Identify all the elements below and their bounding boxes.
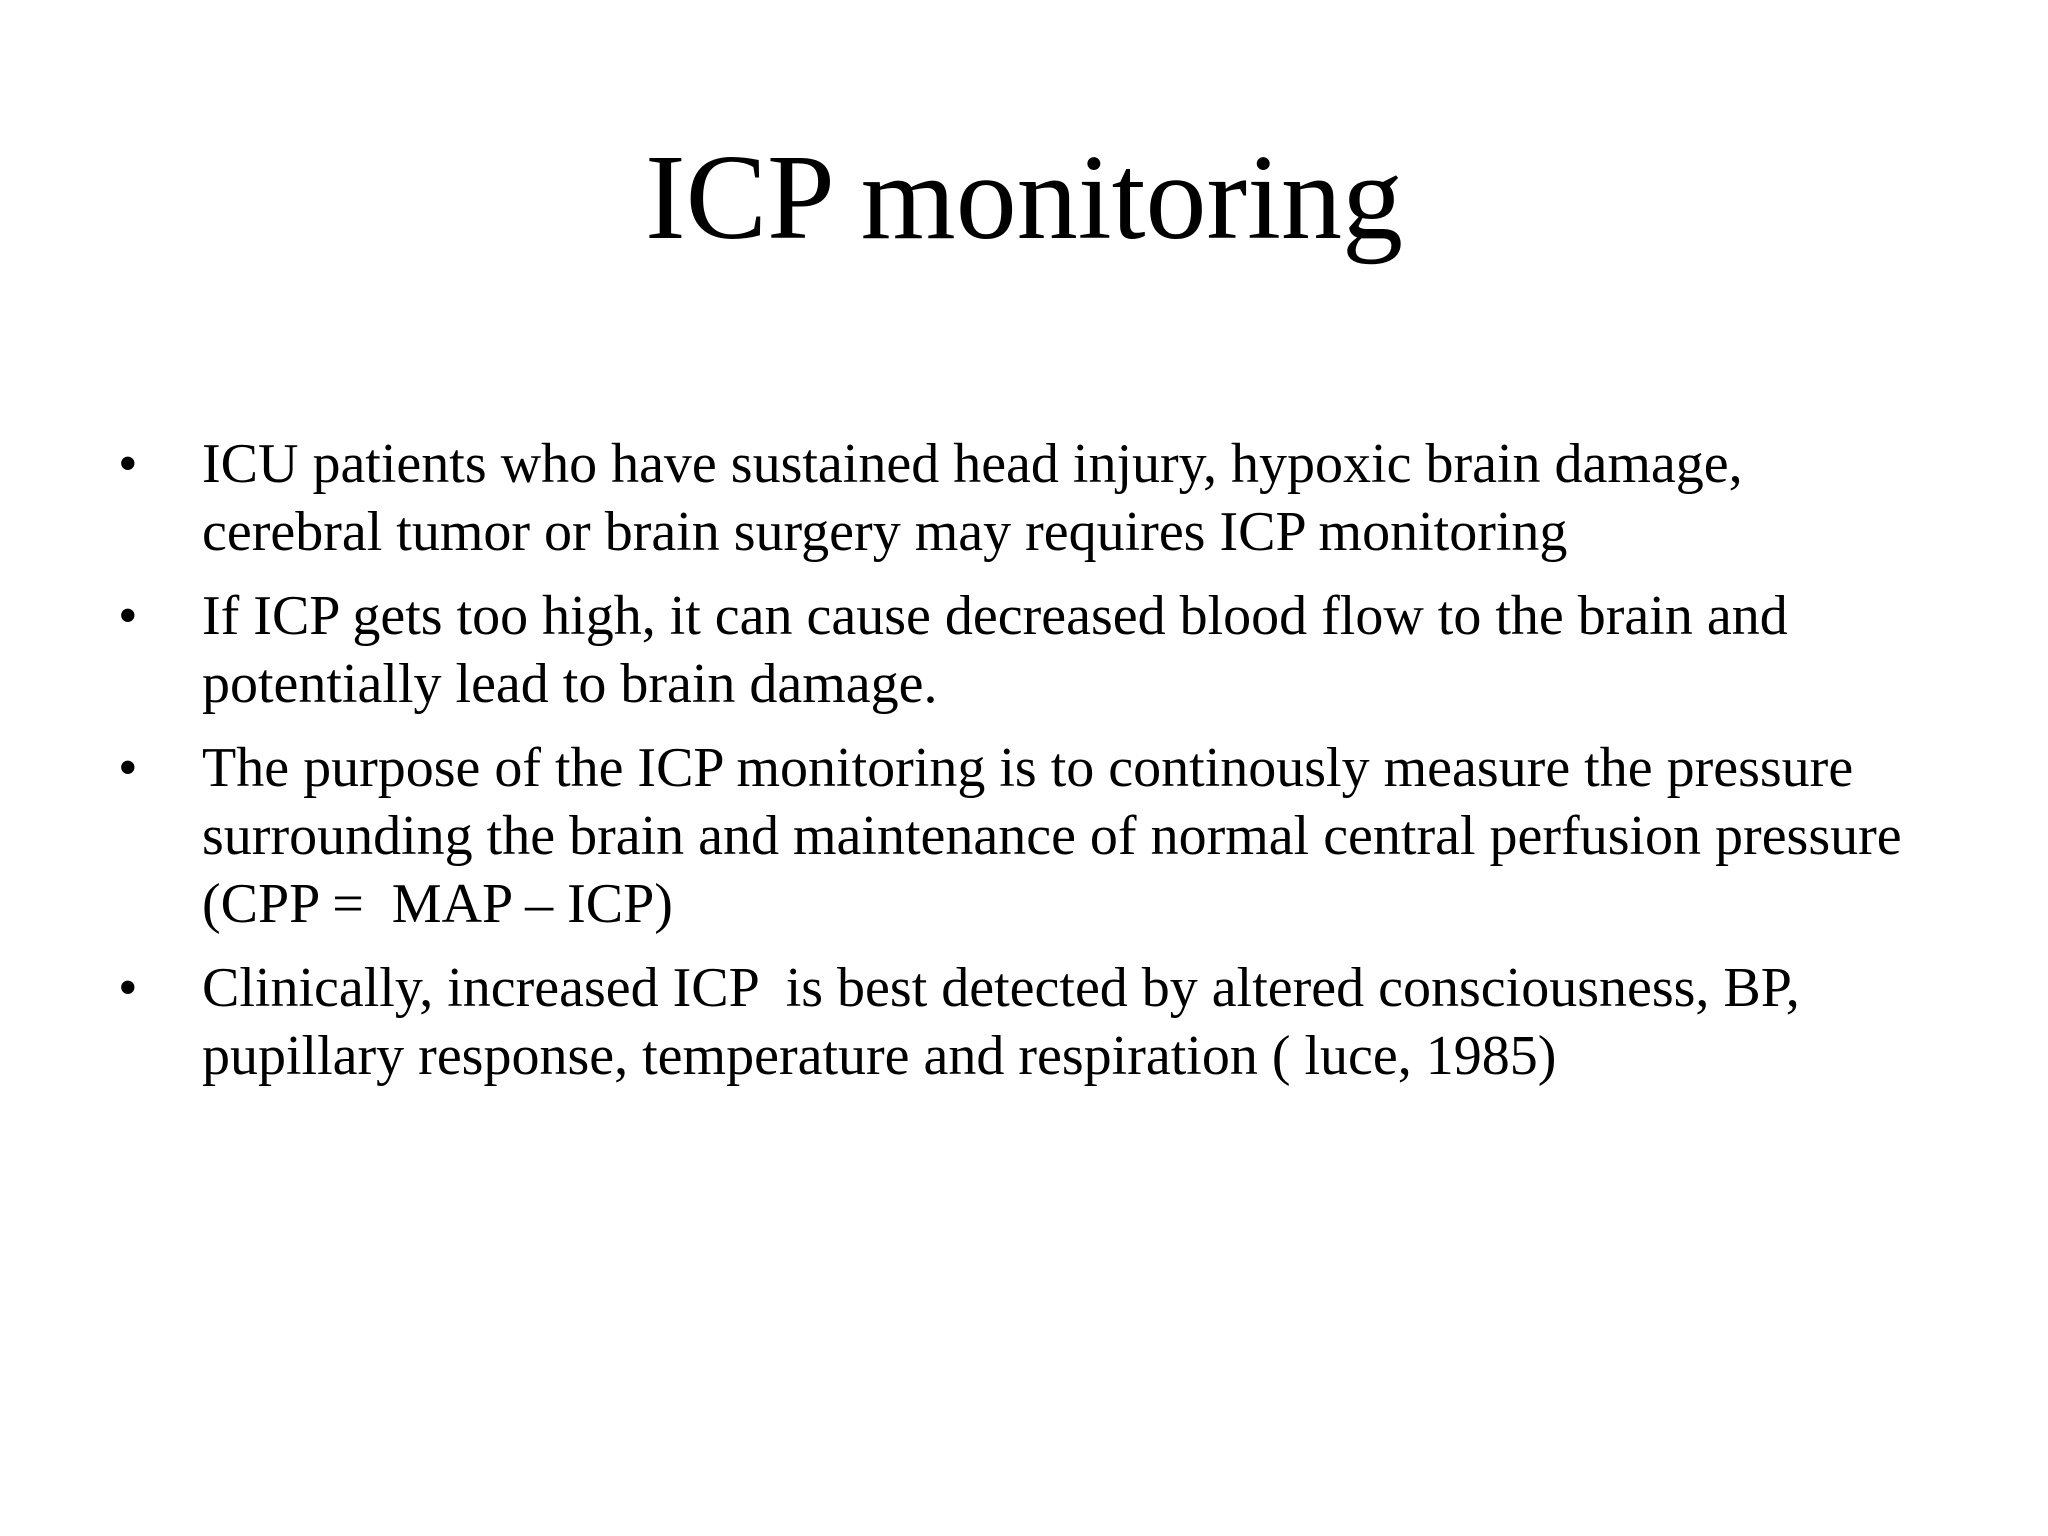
- bullet-item: [118, 734, 1978, 938]
- bullet-item: [118, 430, 1978, 566]
- bullet-text: If ICP gets too high, it can cause decreased blood flow to the brain and potentially lead to brain damage.: [202, 585, 1788, 715]
- bullet-text: The purpose of the ICP monitoring is to continously measure the pressure surrounding the brain and maintenance of normal central perfusion pressure (CPP = MAP – ICP): [202, 737, 1902, 935]
- bullet-icon: •: [118, 585, 138, 647]
- bullet-text: Clinically, increased ICP is best detected by altered consciousness, BP, pupillary response, temperature and respiration ( luce, 1985): [202, 957, 1800, 1087]
- bullet-icon: •: [118, 433, 138, 495]
- bullet-list: [118, 430, 1978, 1106]
- slide-title: ICP monitoring: [644, 130, 1404, 265]
- bullet-text: ICU patients who have sustained head injury, hypoxic brain damage, cerebral tumor or brain surgery may requires ICP monitoring: [202, 433, 1743, 563]
- bullet-icon: •: [118, 737, 138, 799]
- bullet-item: [118, 954, 1978, 1090]
- bullet-icon: •: [118, 957, 138, 1019]
- bullet-item: [118, 582, 1978, 718]
